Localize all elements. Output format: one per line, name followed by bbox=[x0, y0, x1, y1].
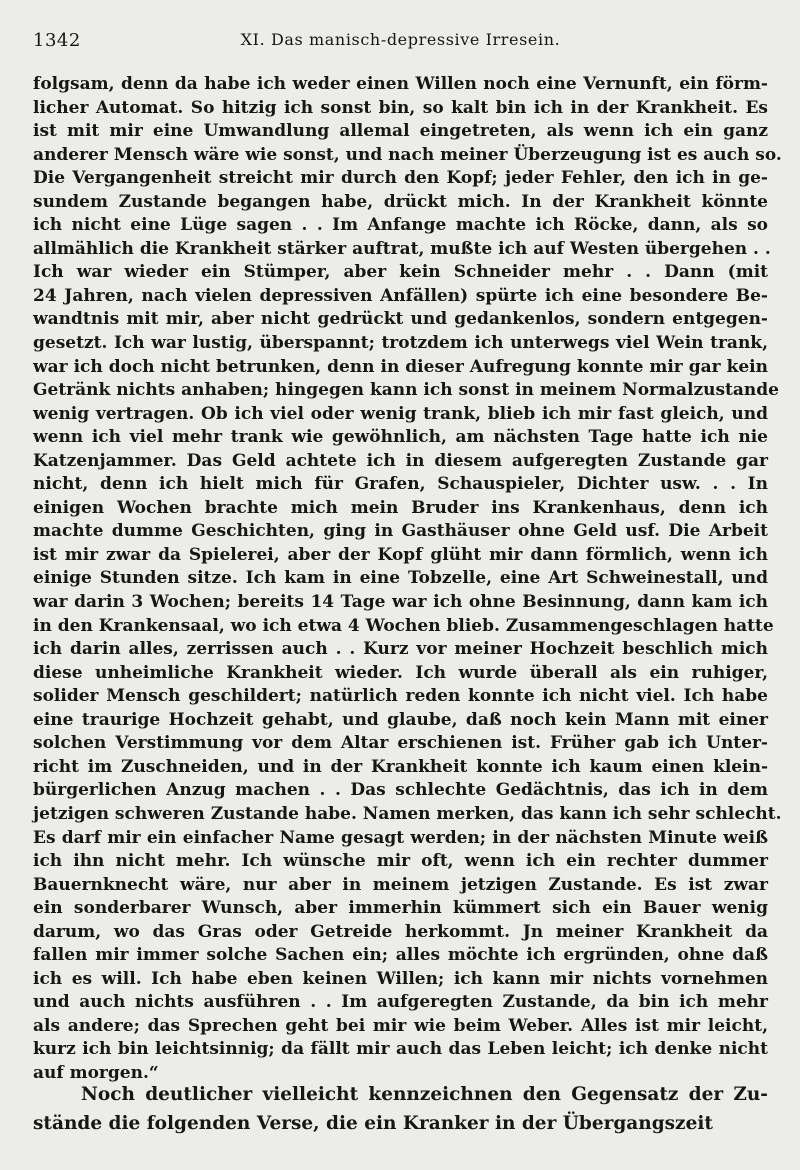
text-line: fallen mir immer solche Sachen ein; alles möchte ich ergründen, ohne daß bbox=[33, 945, 768, 966]
commentary-paragraph bbox=[33, 1081, 768, 1138]
text-line: ein sonderbarer Wunsch, aber immerhin kümmert sich ein Bauer wenig bbox=[33, 898, 768, 919]
text-line: Getränk nichts anhaben; hingegen kann ich sonst in meinem Normalzustande bbox=[33, 380, 779, 401]
text-line: in den Krankensaal, wo ich etwa 4 Wochen blieb. Zusammengeschlagen hatte bbox=[33, 615, 774, 636]
text-line: Ich war wieder ein Stümper, aber kein Schneider mehr . . Dann (mit bbox=[33, 262, 768, 283]
text-line: Die Vergangenheit streicht mir durch den Kopf; jeder Fehler, den ich in ge- bbox=[33, 168, 768, 189]
text-line: wenn ich viel mehr trank wie gewöhnlich, am nächsten Tage hatte ich nie bbox=[33, 427, 768, 448]
text-line: als andere; das Sprechen geht bei mir wie beim Weber. Alles ist mir leicht, bbox=[33, 1015, 768, 1036]
text-line: kurz ich bin leichtsinnig; da fällt mir auch das Leben leicht; ich denke nicht bbox=[33, 1039, 768, 1060]
text-line: machte dumme Geschichten, ging in Gasthäuser ohne Geld usf. Die Arbeit bbox=[33, 521, 768, 542]
page-header bbox=[33, 30, 768, 60]
text-line: wandtnis mit mir, aber nicht gedrückt und gedankenlos, sondern entgegen- bbox=[33, 309, 768, 330]
page-number: 1342 bbox=[33, 30, 81, 51]
text-line: Es darf mir ein einfacher Name gesagt werden; in der nächsten Minute weiß bbox=[33, 827, 768, 848]
text-line: sundem Zustande begangen habe, drückt mich. In der Krankheit könnte bbox=[33, 191, 768, 212]
text-line: folgsam, denn da habe ich weder einen Willen noch eine Vernunft, ein förm- bbox=[33, 74, 768, 94]
text-line: ist mit mir eine Umwandlung allemal eingetreten, als wenn ich ein ganz bbox=[33, 121, 768, 142]
text-line: Katzenjammer. Das Geld achtete ich in diesem aufgeregten Zustande gar bbox=[33, 450, 768, 471]
text-line: ich ihn nicht mehr. Ich wünsche mir oft, wenn ich ein rechter dummer bbox=[33, 851, 768, 872]
text-line: auf morgen.“ bbox=[33, 1062, 159, 1083]
text-line: solider Mensch geschildert; natürlich reden konnte ich nicht viel. Ich habe bbox=[33, 686, 768, 707]
text-line: war darin 3 Wochen; bereits 14 Tage war ich ohne Besinnung, dann kam ich bbox=[33, 592, 768, 613]
text-line: richt im Zuschneiden, und in der Krankheit konnte ich kaum einen klein- bbox=[33, 756, 768, 777]
text-line: war ich doch nicht betrunken, denn in dieser Aufregung konnte mir gar kein bbox=[33, 356, 768, 377]
text-line: ist mir zwar da Spielerei, aber der Kopf glüht mir dann förmlich, wenn ich bbox=[33, 544, 768, 565]
text-line: diese unheimliche Krankheit wieder. Ich wurde überall als ein ruhiger, bbox=[33, 662, 768, 683]
quoted-patient-account bbox=[33, 73, 782, 1086]
text-line: bürgerlichen Anzug machen . . Das schlechte Gedächtnis, das ich in dem bbox=[33, 780, 768, 801]
text-line: einige Stunden sitze. Ich kam in eine Tobzelle, eine Art Schweinestall, und bbox=[33, 568, 768, 589]
text-line: Noch deutlicher vielleicht kennzeichnen den Gegensatz der Zu- bbox=[81, 1084, 768, 1105]
text-line: nicht, denn ich hielt mich für Grafen, Schauspieler, Dichter usw. . . In bbox=[33, 474, 768, 495]
text-line: anderer Mensch wäre wie sonst, und nach meiner Überzeugung ist es auch so. bbox=[33, 144, 782, 165]
running-title: XI. Das manisch-depressive Irresein. bbox=[240, 30, 561, 49]
text-line: ich darin alles, zerrissen auch . . Kurz vor meiner Hochzeit beschlich mich bbox=[33, 639, 768, 660]
text-line: ich es will. Ich habe eben keinen Willen; ich kann mir nichts vornehmen bbox=[33, 968, 768, 989]
text-line: wenig vertragen. Ob ich viel oder wenig trank, blieb ich mir fast gleich, und bbox=[33, 403, 768, 424]
text-line: 24 Jahren, nach vielen depressiven Anfällen) spürte ich eine besondere Be- bbox=[33, 285, 768, 306]
text-line: solchen Verstimmung vor dem Altar erschienen ist. Früher gab ich Unter- bbox=[33, 733, 768, 754]
text-line: Bauernknecht wäre, nur aber in meinem jetzigen Zustande. Es ist zwar bbox=[33, 874, 768, 895]
text-line: gesetzt. Ich war lustig, überspannt; trotzdem ich unterwegs viel Wein trank, bbox=[33, 333, 768, 354]
text-line: ich nicht eine Lüge sagen . . Im Anfange machte ich Röcke, dann, als so bbox=[33, 215, 768, 236]
text-line: einigen Wochen brachte mich mein Bruder ins Krankenhaus, denn ich bbox=[33, 497, 768, 518]
text-line: jetzigen schweren Zustande habe. Namen merken, das kann ich sehr schlecht. bbox=[33, 803, 782, 824]
text-line: allmählich die Krankheit stärker auftrat, mußte ich auf Westen übergehen . . bbox=[33, 238, 771, 259]
text-line: und auch nichts ausführen . . Im aufgeregten Zustande, da bin ich mehr bbox=[33, 992, 768, 1013]
text-line: eine traurige Hochzeit gehabt, und glaube, daß noch kein Mann mit einer bbox=[33, 709, 768, 730]
text-line: stände die folgenden Verse, die ein Kranker in der Übergangszeit bbox=[33, 1112, 713, 1134]
text-line: licher Automat. So hitzig ich sonst bin, so kalt bin ich in der Krankheit. Es bbox=[33, 97, 768, 118]
text-line: darum, wo das Gras oder Getreide herkommt. Jn meiner Krankheit da bbox=[33, 921, 768, 942]
